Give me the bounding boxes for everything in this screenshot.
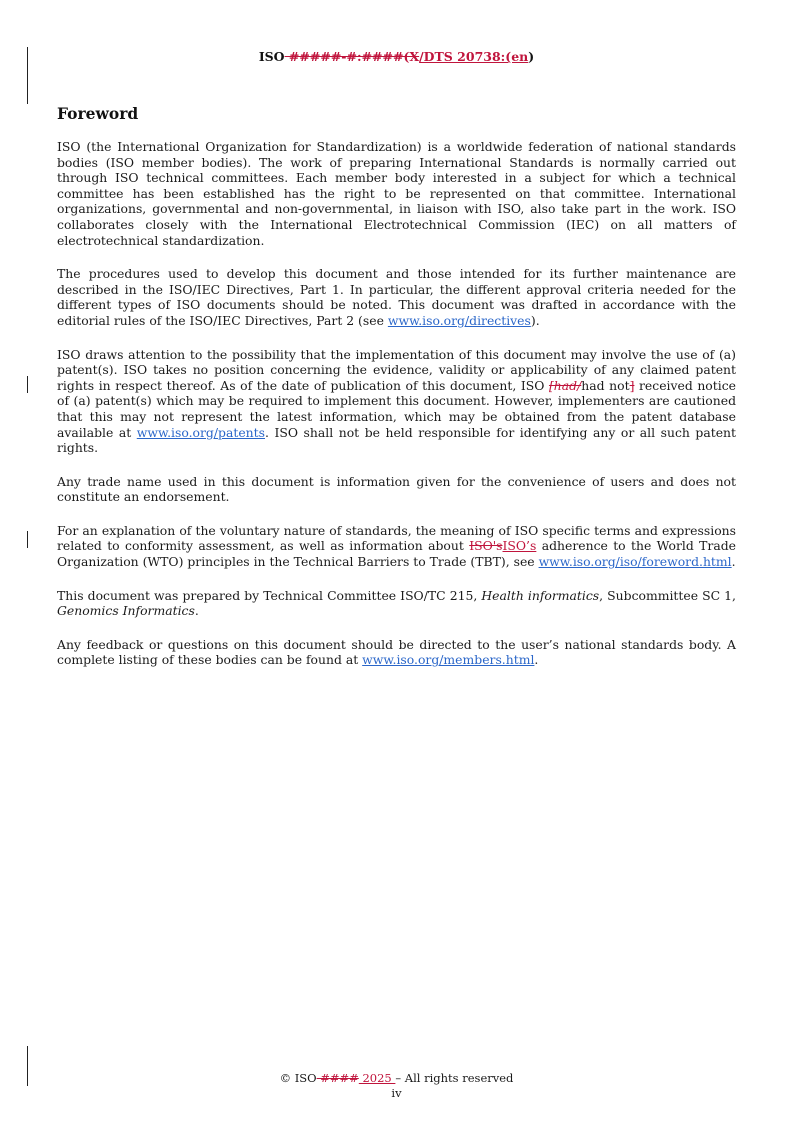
paragraph-text: . (534, 652, 539, 668)
paragraph-text: This document was prepared by Technical Committee ISO/TC 215, (57, 587, 482, 603)
paragraph-committee (57, 588, 736, 619)
paragraph-voluntary-nature (57, 523, 736, 570)
header-prefix: ISO (258, 49, 285, 64)
directives-link[interactable]: www.iso.org/directives (387, 312, 531, 328)
paragraph-trade-name: Any trade name used in this document is information given for the convenience of users and does not constitute an endorsement. (57, 473, 736, 505)
subcommittee-name: Genomics Informatics (57, 603, 195, 619)
change-bar (27, 531, 28, 548)
paragraph-iso-overview: ISO (the International Organization for Standardization) is a worldwide federation of national standards bodies (ISO member bodies). The work of preparing International Standards is normally carried out through ISO technical committees. Each member body interested in a subject for which a technical committee has been established has the right to be represented on that committee. International organizations, governmental and non-governmental, in liaison with ISO, also take part in the work. ISO collaborates closely with the International Electrotechnical Commission (IEC) on all matters of electrotechnical standardization. (57, 139, 736, 248)
footer-deleted-text: #### (316, 1071, 359, 1085)
header-deleted-text: #####-#:####(X (284, 49, 420, 64)
paragraph-text: adherence to the World Trade Organization (WTO) principles in the Technical Barriers to Trade (TBT), see (57, 538, 736, 570)
paragraph-text: . (731, 554, 736, 570)
paragraph-text: The procedures used to develop this document and those intended for its further maintenance are described in the ISO/IEC Directives, Part 1. In particular, the different approval criteria needed for the different types of ISO documents should be noted. This document was drafted in accordance with the editorial rules of the ISO/IEC Directives, Part 2 (see (57, 266, 736, 328)
header-suffix: ) (528, 49, 535, 64)
paragraph-patents (57, 347, 736, 456)
paragraph-text: Any feedback or questions on this document should be directed to the user’s national standards body. A complete listing of these bodies can be found at (57, 636, 736, 668)
committee-name: Health informatics (481, 587, 600, 603)
inserted-text: ISO’s (502, 538, 537, 554)
paragraph-text: , Subcommittee SC 1, (599, 587, 736, 603)
deleted-text: ISO's (469, 538, 503, 554)
paragraph-text: received notice of (a) patent(s) which may be required to implement this document. However, implementers are cautioned that this may not represent the latest information, which may be obtained from the patent database available at (57, 377, 736, 440)
paragraph-text: ISO draws attention to the possibility that the implementation of this document may involve the use of (a) patent(s). ISO takes no position concerning the evidence, validity or applicability of any claimed patent rights in respect thereof. As of the date of publication of this document, ISO (57, 346, 736, 393)
patents-link[interactable]: www.iso.org/patents (136, 424, 265, 440)
change-bar (27, 376, 28, 393)
deleted-text: ] (629, 377, 635, 393)
page-header (0, 49, 793, 64)
paragraph-text: . (194, 603, 199, 619)
paragraph-text: had not (581, 377, 630, 393)
copyright-suffix: – All rights reserved (395, 1071, 514, 1085)
page-number: iv (391, 1086, 402, 1100)
deleted-text: [had/ (548, 377, 582, 393)
copyright-line (0, 1071, 793, 1086)
section-title: Foreword (57, 104, 139, 123)
paragraph-text: For an explanation of the voluntary nature of standards, the meaning of ISO specific terms and expressions related to conformity assessment, as well as information about (57, 522, 736, 554)
paragraph-feedback (57, 637, 736, 668)
document-body (57, 104, 736, 686)
members-link[interactable]: www.iso.org/members.html (362, 652, 535, 668)
page-footer (0, 1071, 793, 1101)
foreword-link[interactable]: www.iso.org/iso/foreword.html (538, 554, 732, 570)
header-inserted-text: /DTS 20738:(en (419, 49, 529, 64)
paragraph-text: ). (530, 312, 540, 328)
copyright-prefix: © ISO (279, 1071, 317, 1085)
paragraph-procedures (57, 266, 736, 328)
footer-inserted-text: 2025 (358, 1071, 396, 1085)
paragraph-text: . ISO shall not be held responsible for identifying any or all such patent rights. (57, 424, 737, 456)
